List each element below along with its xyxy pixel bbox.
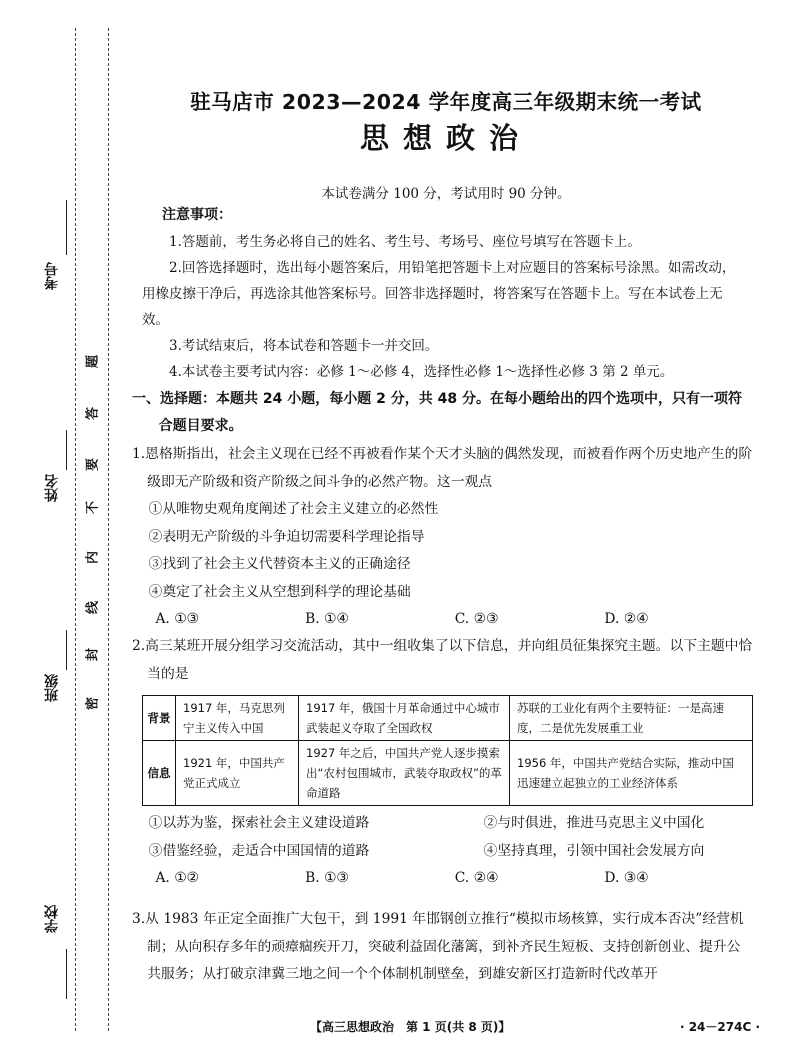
class-label: 班级 — [44, 674, 60, 702]
question-stem: 2.高三某班开展分组学习交流活动，其中一组收集了以下信息，并向组员征集探究主题。以下主题中恰当的是 — [132, 638, 753, 682]
name-label: 姓名 — [44, 474, 60, 502]
question-3 — [132, 906, 754, 989]
notice-title: 注意事项： — [162, 207, 232, 223]
notice-item: 4.本试卷主要考试内容：必修 1～必修 4，选择性必修 1～选择性必修 3 第 2 单元。 — [169, 364, 674, 380]
question-stem: 3.从 1983 年正定全面推广大包干，到 1991 年邯钢创立推行“模拟市场核算，实行成本否决”经营机制；从向积存多年的顽瘴痼疾开刀，突破利益固化藩篱，到补齐民生短板、支持创新创业、提升公共服务；从打破京津冀三地之间一个个体制机制壁垒，到雄安新区打造新时代改革开 — [132, 911, 744, 982]
table-cell: 1921 年，中国共产党正式成立 — [176, 741, 299, 806]
subject-title: 思想政治 — [359, 121, 532, 155]
notice-item: 3.考试结束后，将本试卷和答题卡一并交回。 — [169, 338, 439, 354]
statement-option: ③借鉴经验，走适合中国国情的道路 — [148, 842, 370, 859]
statement-option: ②表明无产阶级的斗争迫切需要科学理论指导 — [148, 528, 425, 545]
notice-list — [142, 229, 748, 385]
seal-char: 密 — [85, 697, 101, 711]
table-row — [143, 741, 753, 806]
school-label: 学校 — [44, 905, 60, 933]
exam-title: 驻马店市 2023—2024 学年度高三年级期末统一考试 — [190, 90, 702, 114]
statement-option: ③找到了社会主义代替资本主义的正确途径 — [148, 556, 411, 572]
class-underline — [66, 630, 67, 670]
seal-char: 封 — [85, 648, 101, 662]
table-cell: 1956 年，中国共产党结合实际，推动中国迅速建立起独立的工业经济体系 — [510, 741, 753, 806]
table-row — [143, 696, 753, 741]
notice-item: 1.答题前，考生务必将自己的姓名、考生号、考场号、座位号填写在答题卡上。 — [169, 234, 641, 250]
seal-char: 要 — [85, 458, 101, 472]
score-time-line: 本试卷满分 100 分，考试用时 90 分钟。 — [321, 186, 571, 202]
name-field[interactable] — [36, 430, 70, 570]
choice-c[interactable]: C. ②④ — [454, 870, 499, 886]
question-stem: 1.恩格斯指出，社会主义现在已经不再被看作某个天才头脑的偶然发现，而被看作两个历史地产生的阶级即无产阶级和资产阶级之间斗争的必然产物。这一观点 — [132, 446, 753, 490]
row-header: 背景 — [143, 696, 176, 741]
statement-option: ②与时俱进，推进马克思主义中国化 — [483, 815, 705, 831]
answer-choices — [132, 865, 754, 893]
choice-b[interactable]: B. ①③ — [305, 870, 349, 886]
statement-option: ①以苏为鉴，探索社会主义建设道路 — [148, 815, 370, 831]
choice-a[interactable]: A. ①② — [155, 870, 199, 886]
answer-choices — [132, 606, 754, 634]
table-cell: 苏联的工业化有两个主要特征：一是高速度，二是优先发展重工业 — [510, 696, 753, 741]
table-cell: 1917 年，马克思列宁主义传入中国 — [176, 696, 299, 741]
exam-number-underline — [66, 200, 67, 255]
page-indicator: 【高三思想政治 第 1 页(共 8 页)】 — [310, 1020, 511, 1034]
class-field[interactable] — [36, 630, 70, 770]
statement-option: ④奠定了社会主义从空想到科学的理论基础 — [148, 583, 411, 600]
binding-line-outer — [75, 28, 76, 1031]
seal-char: 不 — [85, 501, 101, 515]
binding-line-inner — [108, 28, 109, 1031]
school-underline — [66, 949, 67, 999]
table-cell: 1927 年之后，中国共产党人逐步摸索出“农村包围城市，武装夺取政权”的革命道路 — [299, 741, 510, 806]
choice-a[interactable]: A. ①③ — [155, 611, 199, 627]
choice-d[interactable]: D. ③④ — [604, 870, 649, 886]
statement-options — [132, 810, 754, 865]
question-1 — [132, 441, 754, 634]
question-2 — [132, 633, 754, 893]
paper-code: · 24－274C · — [679, 1020, 760, 1034]
choice-c[interactable]: C. ②③ — [454, 611, 499, 627]
name-underline — [66, 430, 67, 470]
seal-char: 内 — [85, 551, 101, 565]
seal-char: 答 — [85, 407, 101, 421]
choice-b[interactable]: B. ①④ — [305, 611, 349, 627]
exam-number-label: 考号 — [44, 262, 60, 290]
statement-option: ①从唯物史观角度阐述了社会主义建立的必然性 — [148, 501, 439, 517]
section-heading: 一、选择题：本题共 24 小题，每小题 2 分，共 48 分。在每小题给出的四个选项中，只有一项符合题目要求。 — [132, 391, 742, 434]
row-header: 信息 — [143, 741, 176, 806]
exam-number-field[interactable] — [36, 200, 70, 320]
choice-d[interactable]: D. ②④ — [604, 611, 649, 627]
notice-item: 2.回答选择题时，选出每小题答案后，用铅笔把答题卡上对应题目的答案标号涂黑。如需改动，用橡皮擦干净后，再选涂其他答案标号。回答非选择题时，将答案写在答题卡上。写在本试卷上无效。 — [142, 260, 736, 328]
seal-char: 题 — [85, 355, 101, 369]
table-cell: 1917 年，俄国十月革命通过中心城市武装起义夺取了全国政权 — [299, 696, 510, 741]
info-table — [142, 695, 753, 806]
school-field[interactable] — [36, 885, 70, 1005]
statement-option: ④坚持真理，引领中国社会发展方向 — [483, 842, 705, 859]
seal-char: 线 — [85, 601, 101, 615]
